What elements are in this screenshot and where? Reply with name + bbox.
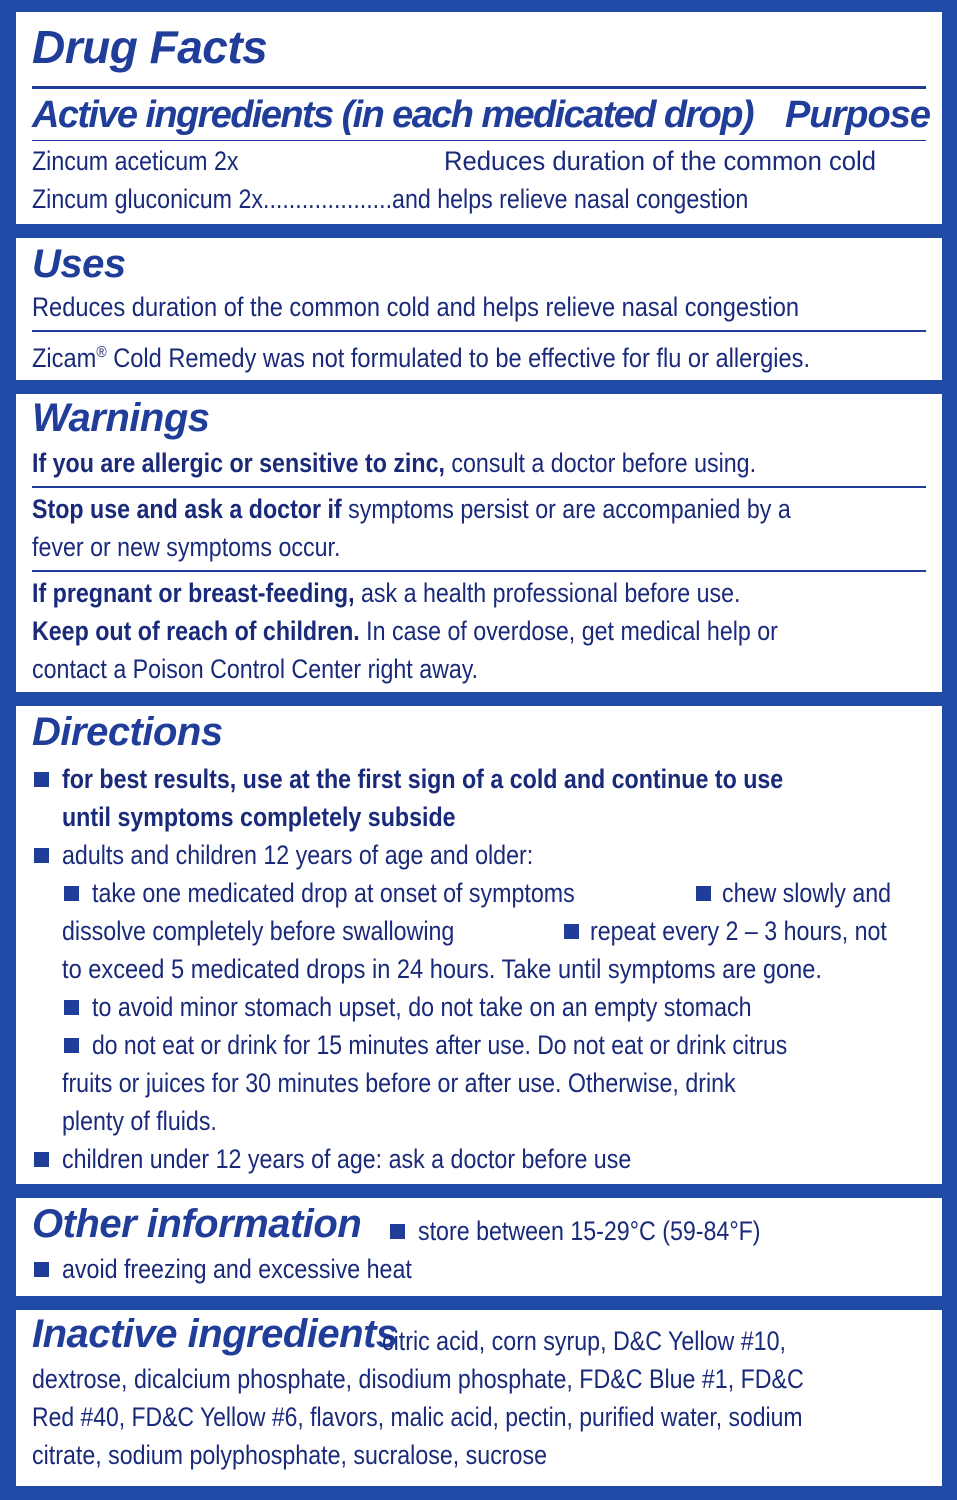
purpose-2: and helps relieve nasal congestion — [392, 184, 749, 214]
ingredient-1: Zincum aceticum 2x — [32, 146, 239, 176]
pregnant-bold: If pregnant or breast-feeding, — [32, 578, 355, 608]
direction-chew: chew slowly and — [722, 878, 892, 908]
bullet-square — [64, 1038, 79, 1053]
bullet-square — [34, 772, 49, 787]
inactive-line-3: Red #40, FD&C Yellow #6, flavors, malic acid, pectin, purified water, sodium — [32, 1402, 803, 1432]
direction-adults: adults and children 12 years of age and older: — [62, 840, 534, 870]
stop-use-bold: Stop use and ask a doctor if — [32, 494, 342, 524]
brand-name: Zicam — [32, 343, 97, 373]
inactive-line-4: citrate, sodium polyphosphate, sucralose, sucrose — [32, 1440, 547, 1470]
keep-out-warning — [32, 612, 778, 650]
other-freeze: avoid freezing and excessive heat — [62, 1254, 412, 1284]
purpose-heading: Purpose — [784, 94, 930, 136]
direction-take: take one medicated drop at onset of symptoms — [92, 878, 575, 908]
directions-heading: Directions — [32, 710, 223, 754]
other-info-panel — [16, 1198, 942, 1296]
page-title: Drug Facts — [32, 21, 268, 73]
direction-exceed: to exceed 5 medicated drops in 24 hours. Take until symptoms are gone. — [62, 954, 822, 984]
warnings-heading: Warnings — [32, 396, 210, 440]
keep-out-bold: Keep out of reach of children. — [32, 616, 360, 646]
other-info-heading: Other information — [32, 1202, 362, 1246]
uses-heading: Uses — [32, 242, 126, 286]
direction-best-2 — [62, 798, 456, 836]
stop-use-text-2: fever or new symptoms occur. — [32, 532, 341, 562]
inactive-heading: Inactive ingredients — [32, 1312, 398, 1356]
direction-dissolve: dissolve completely before swallowing — [62, 916, 455, 946]
ingredient-2 — [32, 180, 748, 218]
direction-fluids: plenty of fluids. — [62, 1106, 217, 1136]
ingredient-2-name: Zincum gluconicum 2x — [32, 184, 264, 214]
drug-facts-panel — [16, 12, 942, 224]
bullet-square — [64, 1000, 79, 1015]
directions-panel — [16, 706, 942, 1184]
purpose-1: Reduces duration of the common cold — [444, 146, 877, 176]
keep-out-text: In case of overdose, get medical help or — [359, 616, 778, 646]
other-store: store between 15-29°C (59-84°F) — [418, 1216, 761, 1246]
direction-best-1-text: for best results, use at the first sign of a cold and continue to use — [62, 764, 784, 794]
keep-out-text-2: contact a Poison Control Center right away. — [32, 654, 479, 684]
warnings-rule-2 — [32, 570, 926, 572]
bullet-square — [34, 848, 49, 863]
stop-use-text: symptoms persist or are accompanied by a — [341, 494, 791, 524]
warnings-rule-1 — [32, 486, 926, 488]
active-ingredients-heading: Active ingredients (in each medicated drop) — [32, 94, 753, 136]
direction-children: children under 12 years of age: ask a doctor before use — [62, 1144, 632, 1174]
inactive-panel — [16, 1310, 942, 1486]
title-rule — [32, 86, 926, 89]
active-rule — [32, 140, 926, 141]
stop-use-warning — [32, 490, 791, 528]
pregnant-text: ask a health professional before use. — [354, 578, 741, 608]
uses-line-1: Reduces duration of the common cold and helps relieve nasal congestion — [32, 292, 799, 322]
pregnant-warning — [32, 574, 741, 612]
registered-mark: ® — [96, 344, 107, 361]
uses-line-2-text: Cold Remedy was not formulated to be effective for flu or allergies. — [106, 343, 811, 373]
bullet-square — [64, 886, 79, 901]
direction-best-2-text: until symptoms completely subside — [62, 802, 456, 832]
direction-best-1 — [62, 760, 783, 798]
bullet-square — [696, 886, 711, 901]
inactive-line-2: dextrose, dicalcium phosphate, disodium phosphate, FD&C Blue #1, FD&C — [32, 1364, 804, 1394]
uses-rule — [32, 330, 926, 332]
allergic-bold: If you are allergic or sensitive to zinc, — [32, 448, 445, 478]
leader-dots: .................... — [263, 184, 393, 214]
allergic-warning — [32, 444, 756, 482]
bullet-square — [390, 1224, 405, 1239]
direction-fruits: fruits or juices for 30 minutes before or after use. Otherwise, drink — [62, 1068, 736, 1098]
uses-panel — [16, 238, 942, 380]
direction-repeat: repeat every 2 – 3 hours, not — [590, 916, 887, 946]
inactive-line-1: citric acid, corn syrup, D&C Yellow #10, — [382, 1326, 786, 1356]
direction-avoid: to avoid minor stomach upset, do not take on an empty stomach — [92, 992, 752, 1022]
allergic-text: consult a doctor before using. — [444, 448, 757, 478]
bullet-square — [34, 1152, 49, 1167]
uses-line-2 — [32, 334, 810, 377]
bullet-square — [34, 1262, 49, 1277]
warnings-panel — [16, 394, 942, 692]
direction-no-eat: do not eat or drink for 15 minutes after use. Do not eat or drink citrus — [92, 1030, 788, 1060]
bullet-square — [564, 924, 579, 939]
